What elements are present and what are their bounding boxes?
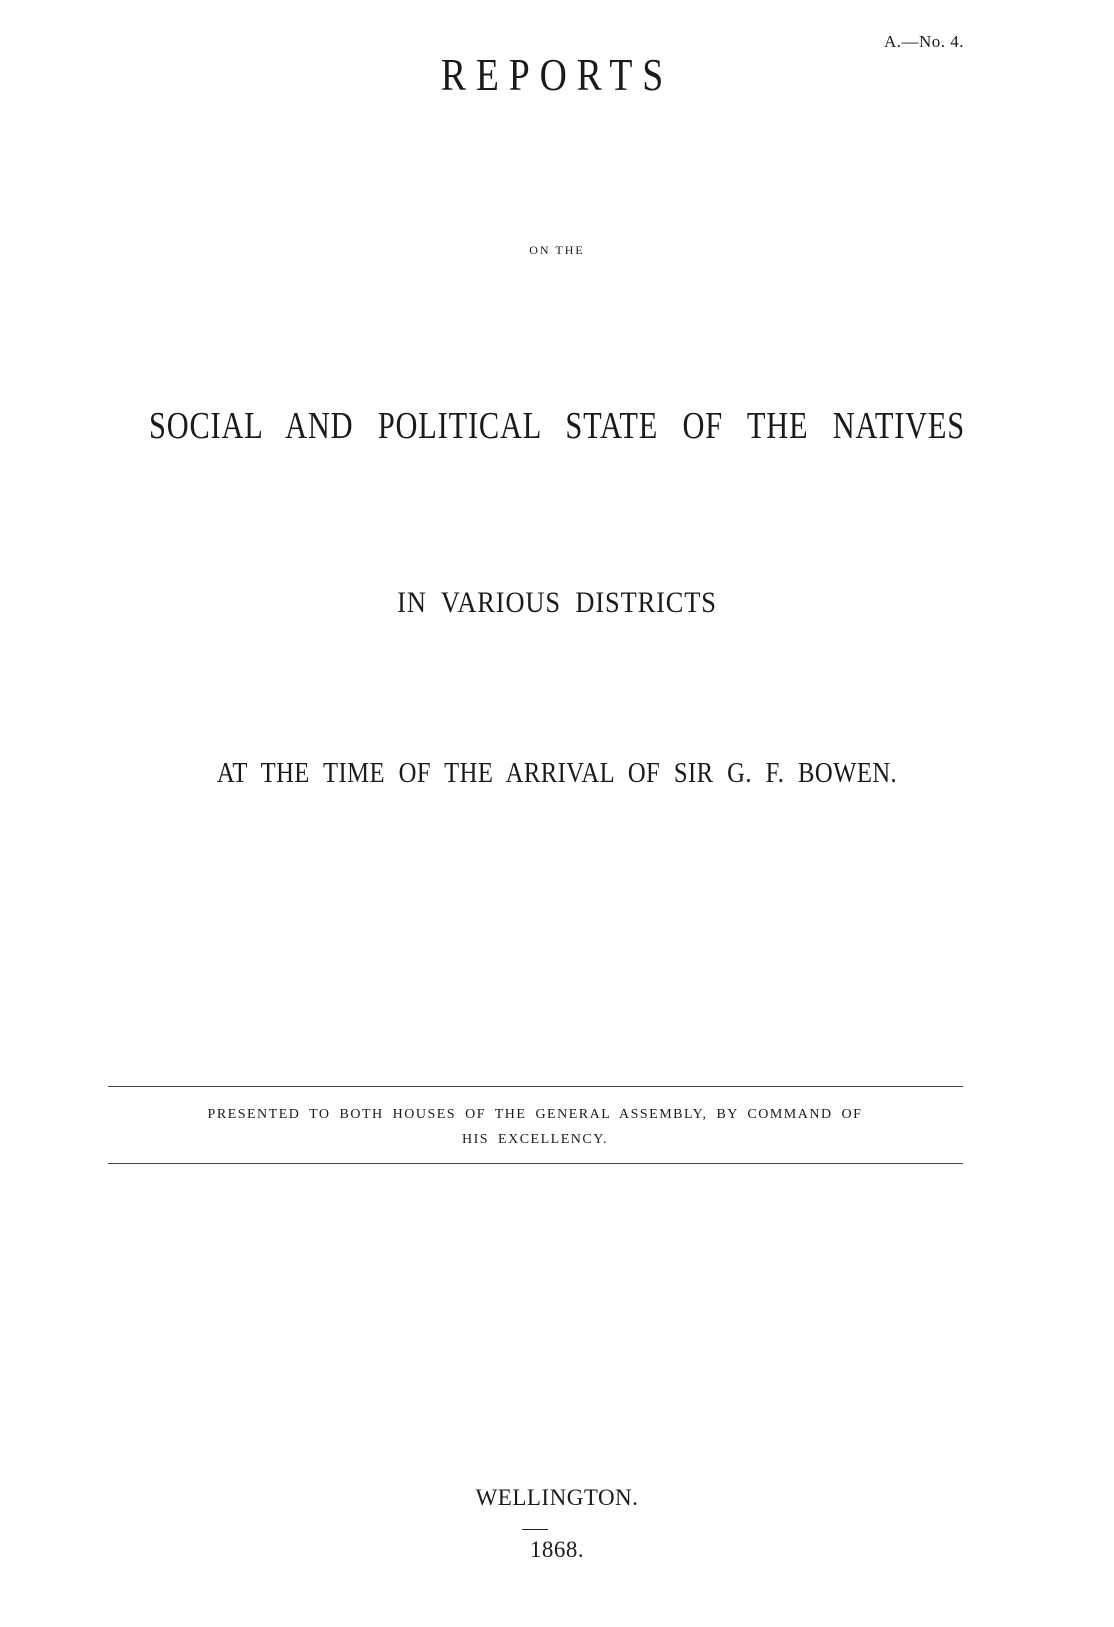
imprint-year: 1868. [529,1537,585,1562]
title-connector: ON THE [529,243,585,257]
document-title: REPORTS [440,49,674,100]
title-subject: SOCIAL AND POLITICAL STATE OF THE NATIVES [149,405,965,447]
title-arrival: AT THE TIME OF THE ARRIVAL OF SIR G. F. BOWEN. [216,758,898,789]
presentation-line-1: PRESENTED TO BOTH HOUSES OF THE GENERAL ASSEMBLY, BY COMMAND OF [207,1107,863,1122]
presentation-statement [130,1102,940,1152]
divider-rule-top [108,1086,963,1087]
presentation-line-2: HIS EXCELLENCY. [461,1132,609,1147]
title-districts: IN VARIOUS DISTRICTS [397,586,717,619]
imprint-short-rule [522,1529,548,1530]
imprint-place: WELLINGTON. [475,1485,639,1510]
divider-rule-bottom [108,1163,963,1164]
document-reference-number: A.—No. 4. [883,32,964,51]
